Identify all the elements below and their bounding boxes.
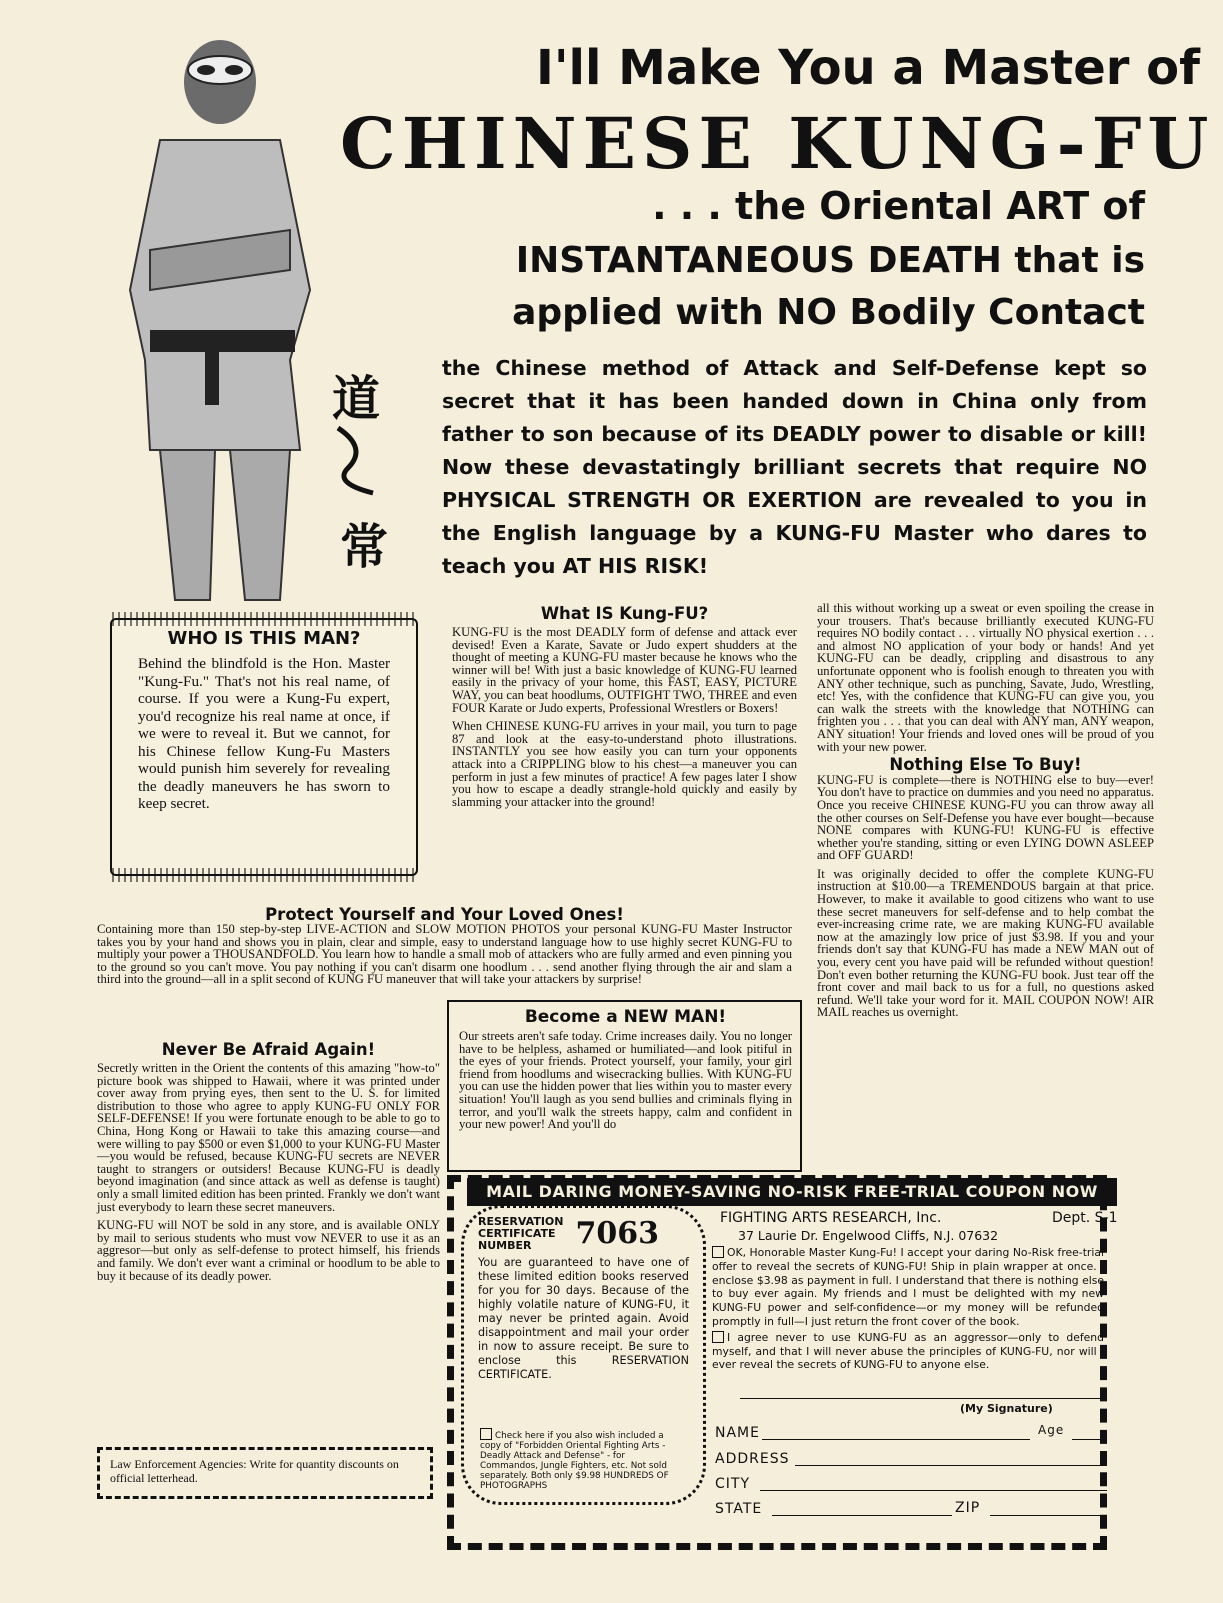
state-label: STATE xyxy=(715,1501,763,1517)
nothing-else-title: Nothing Else To Buy! xyxy=(889,755,1082,775)
new-man-text: Our streets aren't safe today. Crime increases daily. You no longer have to be helpless, ashamed or humiliated—and look pitiful in the eyes of your friends. Protect yourself, your family, your girl friend from hoodlums and wisecracking bullies. With KUNG-FU you can use the hidden power that lies within you to master every situation! You'll laugh as you send bullies and criminals flying in terror, and you'll walk the streets happy, calm and confident in your new power! And you'll do xyxy=(459,1029,792,1132)
zip-field[interactable] xyxy=(990,1501,1107,1516)
agreement-1[interactable] xyxy=(712,1246,1104,1329)
company-name: FIGHTING ARTS RESEARCH, Inc. xyxy=(720,1210,942,1226)
never-afraid-title: Never Be Afraid Again! xyxy=(161,1040,376,1059)
name-field[interactable] xyxy=(762,1425,1030,1440)
masked-master-illustration xyxy=(120,30,320,610)
age-field[interactable] xyxy=(1072,1425,1107,1440)
never-afraid-paragraph-1: Secretly written in the Orient the contents of this amazing "how-to" picture book was shipped to Hawaii, where it was printed under cover away from prying eyes, then sent to the U. S. for limited distribution to those who agree to apply KUNG-FU ONLY FOR SELF-DEFENSE! If you were fortunate enough to be able to go to China, Hong Kong or Hawaii to take this amazing course—and were willing to pay $500 or even $1,000 to your KUNG-FU Master—you would be refused, because KUNG-FU secrets are NEVER taught to strangers or outsiders! Because KUNG-FU is deadly beyond imagination (and since attack as well as defense is taught) only a small limited edition has been printed. Frankly we don't want just everybody to learn these secret maneuvers. xyxy=(97,1061,440,1214)
what-is-kung-fu-title: What IS Kung-FU? xyxy=(540,604,709,623)
new-man-title: Become a NEW MAN! xyxy=(524,1007,727,1027)
age-label: Age xyxy=(1038,1423,1065,1437)
intro-paragraph: the Chinese method of Attack and Self-Defense kept so secret that it has been handed down in China only from father to son because of its DEADLY power to disable or kill! Now these devastatingly brilliant secrets that require NO PHYSICAL STRENGTH OR EXERTION are revealed to you in the English language by a KUNG-FU Master who dares to teach you AT HIS RISK! xyxy=(442,356,1147,578)
never-afraid-text xyxy=(97,1062,440,1288)
agreement-2[interactable] xyxy=(712,1331,1104,1372)
headline-chinese-kung-fu: CHINESE KUNG-FU xyxy=(340,102,1215,185)
address-field[interactable] xyxy=(795,1451,1107,1466)
headline-line-4: INSTANTANEOUS DEATH that is xyxy=(515,240,1145,281)
headline-line-1: I'll Make You a Master of xyxy=(535,40,1200,96)
brush-stroke-decoration xyxy=(328,418,388,498)
name-label: NAME xyxy=(715,1425,760,1441)
department-code: Dept. S-1 xyxy=(1052,1210,1118,1226)
accept-offer-checkbox[interactable] xyxy=(712,1246,724,1258)
scroll-top-roll xyxy=(112,612,416,626)
city-field[interactable] xyxy=(760,1476,1107,1491)
zip-label: ZIP xyxy=(955,1500,981,1516)
cert-label-block xyxy=(478,1216,563,1252)
agreement-2-text: I agree never to use KUNG-FU as an aggressor—only to defend myself, and that I will never abuse the principles of KUNG-FU, nor will I ever reveal the secrets of KUNG-FU to anyone else. xyxy=(712,1330,1104,1372)
who-box-text: Behind the blindfold is the Hon. Master "Kung-Fu." That's not his real name, of course. If you were a Kung-Fu expert, you'd recognize his real name at once, if we were to reveal it. But we cannot, for his Chinese fellow Kung-Fu Masters would punish him severely for revealing the deadly maneuvers he has sworn to keep secret. xyxy=(138,655,390,812)
city-label: CITY xyxy=(715,1476,751,1492)
protect-text: Containing more than 150 step-by-step LIVE-ACTION and SLOW MOTION PHOTOS your personal KUNG-FU Master Instructor takes you by your hand and shows you in plain, clear and simple, easy to understand language how to use highly secret KUNG-FU to multiply your power a THOUSANDFOLD. You learn how to handle a small mob of attackers who are fully armed and even pinning you to the ground so you can't move. You pay nothing if you can't disarm one hoodlum . . . send another flying through the air and slam a third into the ground—all in a split second of KUNG FU maneuver that will take your attackers by surprise! xyxy=(97,922,792,987)
extra-book-text: Check here if you also wish included a copy of "Forbidden Oriental Fighting Arts - Deadly Attack and Defense" - for Commandos, Jungle Fighters, etc. Not sold separately. Both only $9.98 HUNDREDS OF PHOTOGRAPHS xyxy=(480,1431,669,1491)
cert-label-3: NUMBER xyxy=(478,1239,532,1252)
state-field[interactable] xyxy=(772,1501,952,1516)
become-new-man-box xyxy=(447,1000,802,1172)
who-is-this-man-box xyxy=(110,618,418,876)
who-box-title: WHO IS THIS MAN? xyxy=(167,628,361,649)
right-column xyxy=(817,602,1154,1025)
agreement-text xyxy=(712,1246,1104,1374)
scroll-bottom-roll xyxy=(112,868,416,882)
coupon-header-bar: MAIL DARING MONEY-SAVING NO-RISK FREE-TRIAL COUPON NOW xyxy=(467,1178,1117,1206)
never-afraid-paragraph-2: KUNG-FU will NOT be sold in any store, and is available ONLY by mail to serious students who must vow NEVER to use it as an aggresor—but only as self-defense to protect himself, his friends and family. We don't ever want a criminal or hoodlum to be able to buy it because of its deadly power. xyxy=(97,1218,440,1283)
right-column-paragraph-1: all this without working up a sweat or even spoiling the crease in your trousers. That's because brilliantly executed KUNG-FU requires NO bodily contact . . . virtually NO physical exertion . . . and almost NO application of your body or hands! And yet KUNG-FU can be deadly, crippling and disastrous to any unfortunate opponent who is foolish enough to threaten you with ANY other technique, such as punching, Savate, Judo, Wrestling, etc! Yes, with the confidence that KUNG-FU can give you, you can walk the streets with the knowledge that NOTHING can frighten you . . . that you can deal with ANY man, ANY weapon, ANY situation! Your friends and loved ones will be proud of you with your new power. xyxy=(817,601,1154,754)
kanji-top: 道 xyxy=(332,371,381,427)
right-column-paragraph-3: It was originally decided to offer the complete KUNG-FU instruction at $10.00—a TREMENDOUS bargain at that price. However, to make it available to good citizens who want to use these secret maneuvers for self-defense and to help combat the ever-increasing crime rate, we are making KUNG-FU available now at the amazingly low price of just $3.98. If you and your friends don't say that KUNG-FU has made a NEW MAN out of you, every cent you have paid will be refunded without question! Don't even bother returning the KUNG-FU book. Just tear off the front cover and mail back to us for a full, no questions asked refund. We'll take your word for it. MAIL COUPON NOW! AIR MAIL reaches us overnight. xyxy=(817,866,1154,1020)
company-address: 37 Laurie Dr. Engelwood Cliffs, N.J. 07632 xyxy=(738,1228,999,1243)
signature-label: (My Signature) xyxy=(960,1402,1053,1415)
extra-book-option[interactable] xyxy=(480,1428,680,1491)
extra-book-checkbox[interactable] xyxy=(480,1428,492,1440)
what-is-kung-fu-text xyxy=(452,626,797,814)
vow-checkbox[interactable] xyxy=(712,1331,724,1343)
signature-line[interactable] xyxy=(740,1398,1100,1399)
certificate-number: 7063 xyxy=(575,1216,659,1251)
headline-line-3: . . . the Oriental ART of xyxy=(652,184,1145,228)
protect-title: Protect Yourself and Your Loved Ones! xyxy=(265,905,624,924)
certificate-text: You are guaranteed to have one of these limited edition books reserved for you for 30 days. Because of the highly volatile nature of KUNG-FU, it may never be printed again. Avoid disappointment and mail your order in now to assure receipt. Be sure to enclose this RESERVATION CERTIFICATE. xyxy=(478,1256,689,1381)
kanji-bottom: 常 xyxy=(340,519,389,575)
what-is-paragraph-1: KUNG-FU is the most DEADLY form of defense and attack ever devised! Even a Karate, Savate or Judo expert shudders at the thought of meeting a KUNG-FU master because he knows who the winner will be! With just a basic knowledge of KUNG-FU learned easily in the privacy of your home, this FAST, EASY, PICTURE WAY, you can beat hoodlums, OUTFIGHT TWO, THREE and even FOUR Karate or Judo experts, Professional Wrestlers or Boxers! xyxy=(452,625,797,715)
agreement-1-text: OK, Honorable Master Kung-Fu! I accept your daring No-Risk free-trial offer to reveal the secrets of KUNG-FU! Ship in plain wrapper at once. I enclose $3.98 as payment in full. I understand that there is nothing else to buy ever again. My friends and I must be delighted with my new KUNG-FU power and self-confidence—or my money will be refunded promptly in full—I just return the front cover of the book. xyxy=(712,1246,1104,1328)
right-column-paragraph-2: KUNG-FU is complete—there is NOTHING else to buy—ever! You don't have to practice on dummies and you need no apparatus. Once you receive CHINESE KUNG-FU you can throw away all the other courses on Self-Defense you have ever bought—because NONE compares with KUNG-FU! KUNG-FU is effective whether you're standing, sitting or even LYING DOWN ASLEEP and OFF GUARD! xyxy=(817,772,1154,863)
law-enforcement-note: Law Enforcement Agencies: Write for quantity discounts on official letterhead. xyxy=(97,1447,433,1499)
address-label: ADDRESS xyxy=(715,1451,790,1467)
headline-line-5: applied with NO Bodily Contact xyxy=(512,292,1145,333)
what-is-paragraph-2: When CHINESE KUNG-FU arrives in your mail, you turn to page 87 and look at the easy-to-understand photo illustrations. INSTANTLY you see how easily you can turn your opponents attack into a CRIPPLING blow to his chest—a maneuver you can perform in just a few minutes of practice! A few pages later I show you how to escape a deadly strangle-hold quickly and easily by slamming your attacker into the ground! xyxy=(452,719,797,809)
cert-label-2: CERTIFICATE xyxy=(478,1227,556,1240)
cert-label-1: RESERVATION xyxy=(478,1215,564,1228)
